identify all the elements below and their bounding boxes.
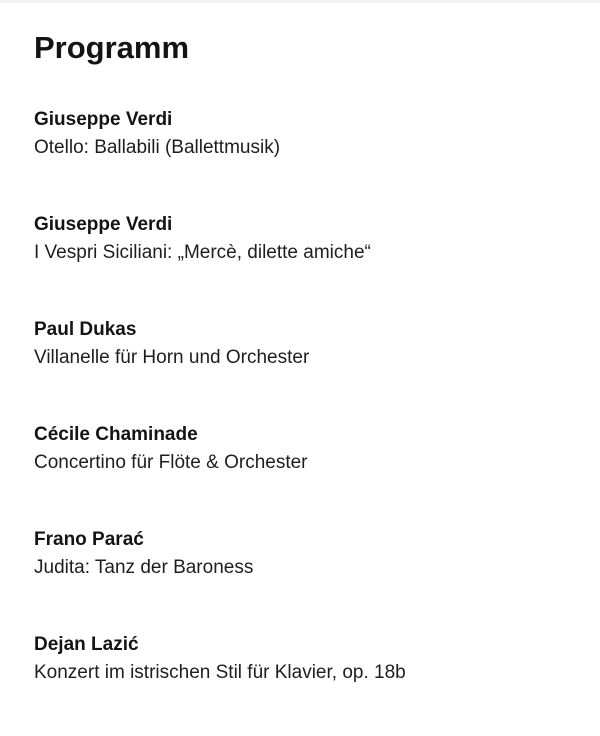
program-item	[34, 421, 580, 526]
program-item	[34, 106, 580, 211]
composer-name: Paul Dukas	[34, 319, 137, 340]
composer-name: Dejan Lazić	[34, 634, 139, 655]
program-item	[34, 631, 580, 736]
page-title: Programm	[34, 30, 190, 65]
work-title: Villanelle für Horn und Orchester	[34, 347, 310, 368]
program-item	[34, 526, 580, 631]
composer-name: Giuseppe Verdi	[34, 214, 173, 235]
composer-name: Giuseppe Verdi	[34, 109, 173, 130]
work-title: Judita: Tanz der Baroness	[34, 557, 254, 578]
program-item	[34, 316, 580, 421]
work-title: Otello: Ballabili (Ballettmusik)	[34, 137, 281, 158]
program-list	[34, 106, 580, 736]
program-item	[34, 211, 580, 316]
composer-name: Frano Parać	[34, 529, 144, 550]
top-divider	[0, 0, 600, 3]
work-title: I Vespri Siciliani: „Mercè, dilette amiche“	[34, 242, 371, 263]
work-title: Konzert im istrischen Stil für Klavier, op. 18b	[34, 662, 406, 683]
composer-name: Cécile Chaminade	[34, 424, 198, 445]
work-title: Concertino für Flöte & Orchester	[34, 452, 308, 473]
